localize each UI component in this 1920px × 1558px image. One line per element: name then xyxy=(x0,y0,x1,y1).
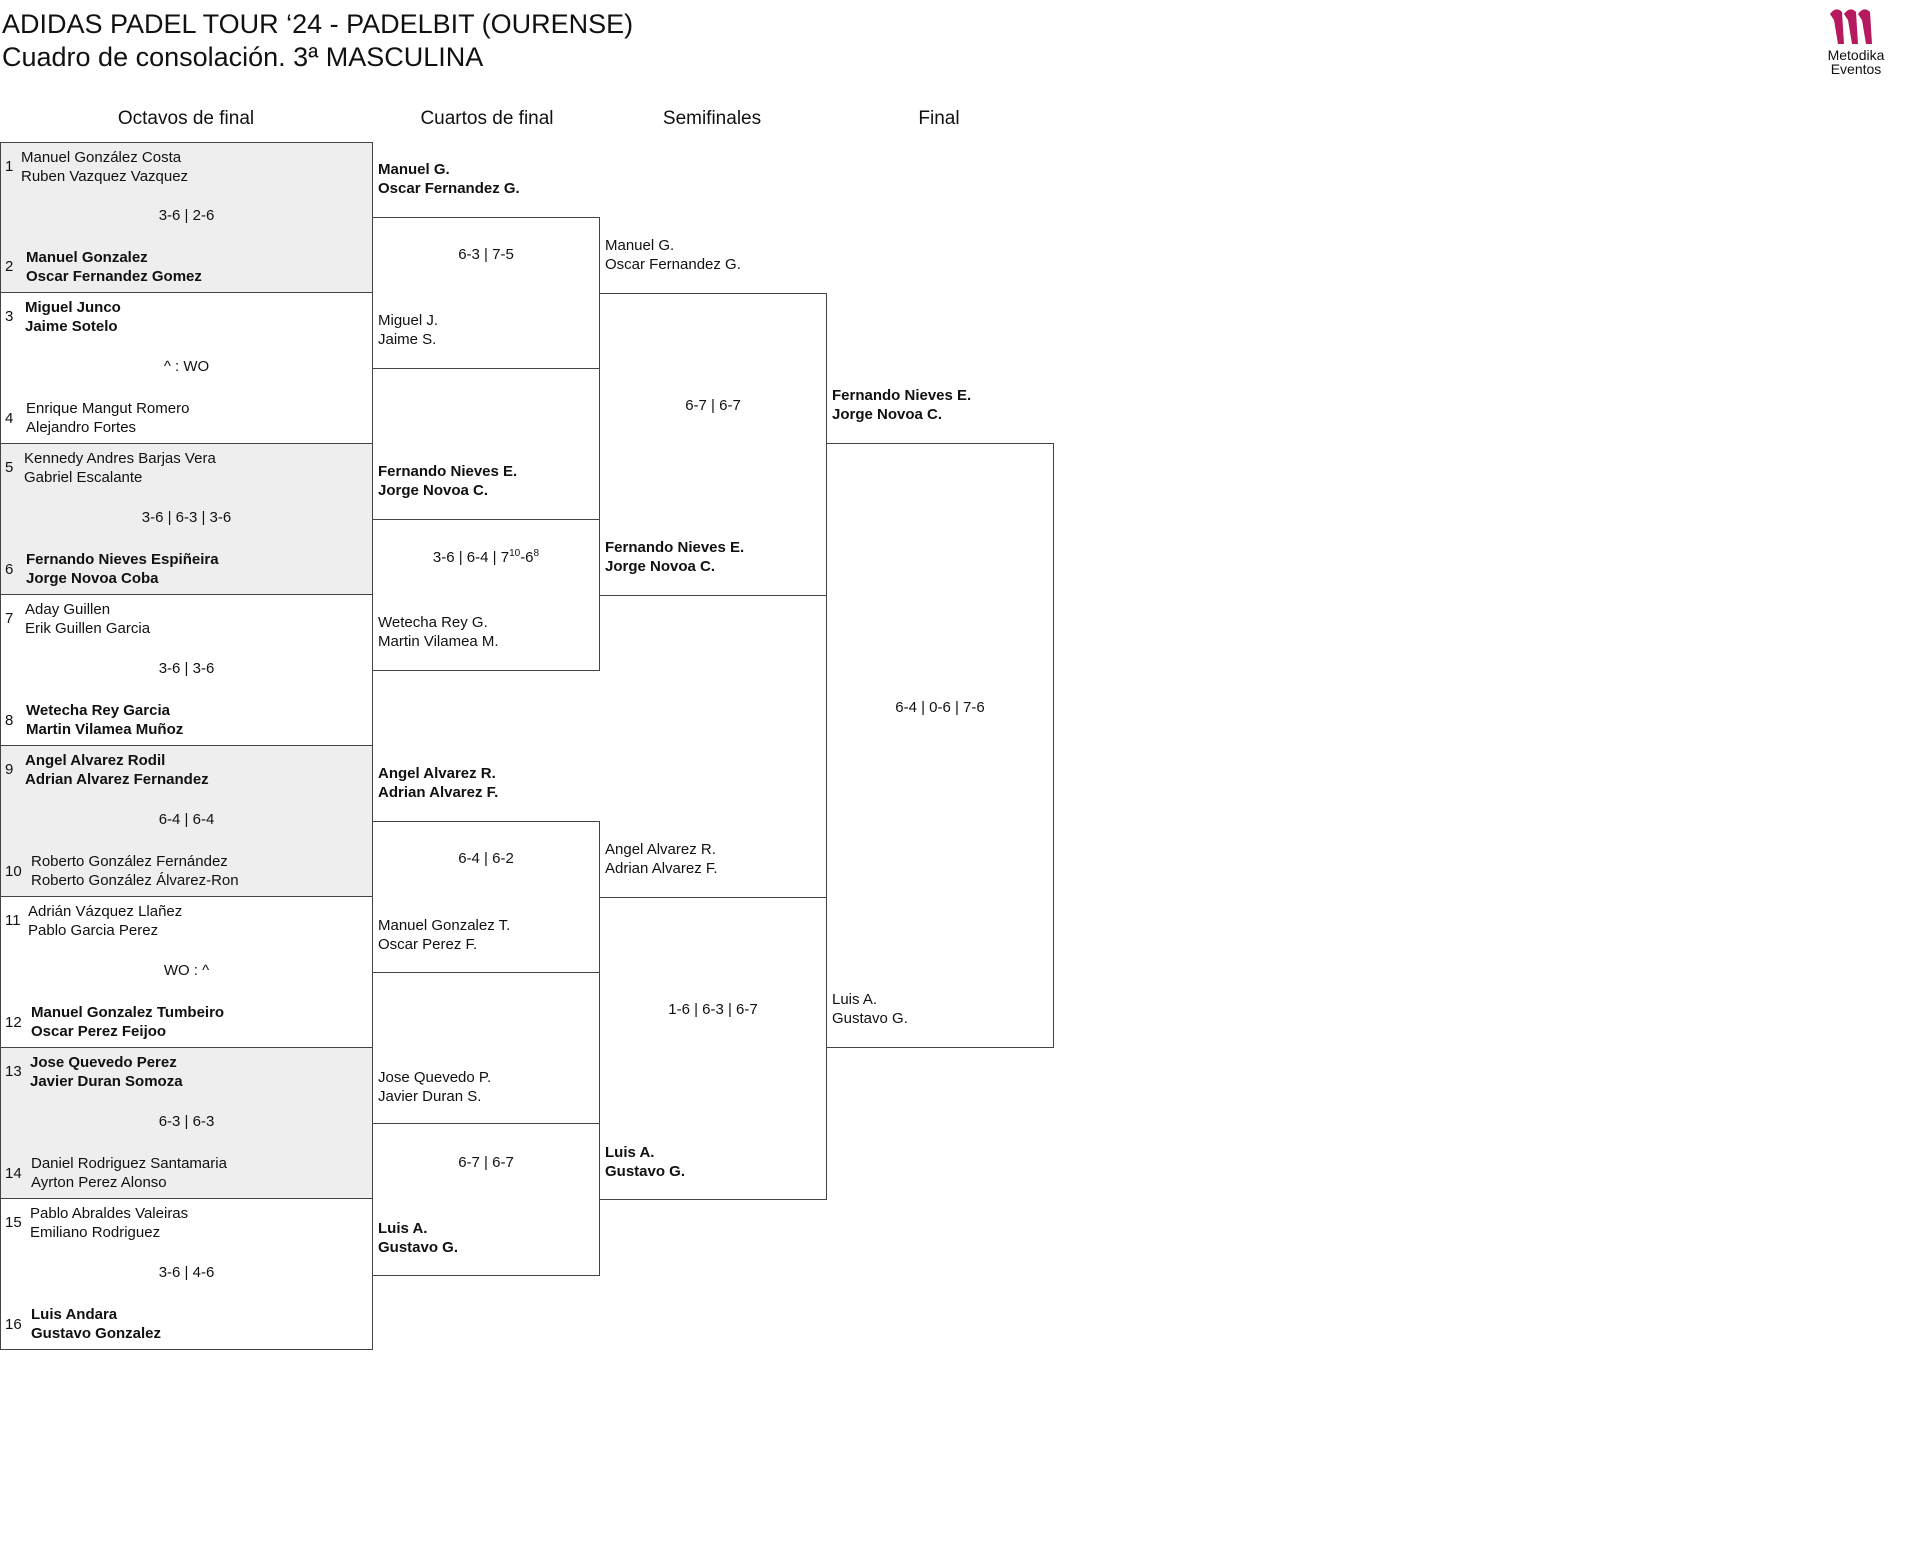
logo-text-2: Eventos xyxy=(1830,61,1882,77)
seed-number: 14 xyxy=(5,1165,22,1182)
match-score: 6-7 | 6-7 xyxy=(685,397,741,414)
pair-b-winner: Fernando Nieves E. Jorge Novoa C. xyxy=(605,539,745,575)
match-score: WO : ^ xyxy=(163,962,210,979)
pair-a: Aday Guillen Erik Guillen Garcia xyxy=(25,601,151,637)
pair-b-winner: Wetecha Rey Garcia Martin Vilamea Muñoz xyxy=(26,702,184,738)
match-box xyxy=(826,443,1054,1048)
seed-number: 6 xyxy=(5,561,14,578)
seed-number: 11 xyxy=(5,912,21,929)
pair-a-winner: Angel Alvarez R. Adrian Alvarez F. xyxy=(378,765,499,801)
pair-a: Kennedy Andres Barjas Vera Gabriel Escalante xyxy=(24,450,216,486)
pair-b: Wetecha Rey G. Martin Vilamea M. xyxy=(378,614,499,650)
round-header-r16: Octavos de final xyxy=(117,108,255,129)
pair-a: Manuel González Costa Ruben Vazquez Vazquez xyxy=(21,149,189,185)
draw-subtitle: Cuadro de consolación. 3ª MASCULINA xyxy=(2,42,484,72)
pair-a: Jose Quevedo P. Javier Duran S. xyxy=(378,1069,492,1105)
pair-b-winner: Luis A. Gustavo G. xyxy=(378,1220,459,1256)
match-score: 6-3 | 6-3 xyxy=(158,1113,215,1130)
page-title xyxy=(2,8,633,74)
seed-number: 10 xyxy=(5,863,22,880)
pair-a: Adrián Vázquez Llañez Pablo Garcia Perez xyxy=(28,903,183,939)
match-score: 3-6 | 2-6 xyxy=(158,207,215,224)
match-score: 6-4 | 6-2 xyxy=(458,850,514,867)
match-score: 3-6 | 3-6 xyxy=(158,660,215,677)
logo-text-1: Metodika xyxy=(1827,47,1885,63)
round-header-qf: Cuartos de final xyxy=(420,108,554,129)
match-score: 3-6 | 4-6 xyxy=(158,1264,215,1281)
seed-number: 4 xyxy=(5,410,14,427)
seed-number: 3 xyxy=(5,308,14,325)
pair-b: Luis A. Gustavo G. xyxy=(832,991,908,1027)
pair-b: Roberto González Fernández Roberto González Álvarez-Ron xyxy=(31,853,239,889)
pair-b-winner: Luis Andara Gustavo Gonzalez xyxy=(31,1306,162,1342)
logo-mark-icon xyxy=(1806,4,1906,78)
pair-a-winner: Angel Alvarez Rodil Adrian Alvarez Fernandez xyxy=(25,752,209,788)
seed-number: 15 xyxy=(5,1214,22,1231)
pair-a-winner: Miguel Junco Jaime Sotelo xyxy=(25,299,121,335)
pair-a-winner: Manuel G. Oscar Fernandez G. xyxy=(378,161,520,197)
pair-a: Angel Alvarez R. Adrian Alvarez F. xyxy=(605,841,718,877)
pair-a-winner: Fernando Nieves E. Jorge Novoa C. xyxy=(832,387,972,423)
match-score: 6-4 | 0-6 | 7-6 xyxy=(895,699,985,716)
round-header-final: Final xyxy=(918,108,960,129)
round-header-sf: Semifinales xyxy=(662,108,762,129)
pair-a-winner: Fernando Nieves E. Jorge Novoa C. xyxy=(378,463,518,499)
seed-number: 5 xyxy=(5,459,14,476)
pair-b-winner: Manuel Gonzalez Tumbeiro Oscar Perez Feijoo xyxy=(31,1004,225,1040)
seed-number: 16 xyxy=(5,1316,22,1333)
pair-a: Pablo Abraldes Valeiras Emiliano Rodriguez xyxy=(30,1205,189,1241)
pair-b-winner: Luis A. Gustavo G. xyxy=(605,1144,686,1180)
seed-number: 2 xyxy=(5,258,14,275)
pair-b: Daniel Rodriguez Santamaria Ayrton Perez Alonso xyxy=(31,1155,227,1191)
pair-b: Enrique Mangut Romero Alejandro Fortes xyxy=(26,400,190,436)
pair-b: Miguel J. Jaime S. xyxy=(378,312,439,348)
seed-number: 1 xyxy=(5,158,14,175)
metodika-logo xyxy=(1806,4,1906,78)
pair-a-winner: Jose Quevedo Perez Javier Duran Somoza xyxy=(30,1054,183,1090)
seed-number: 8 xyxy=(5,712,14,729)
seed-number: 9 xyxy=(5,761,14,778)
match-score: 6-7 | 6-7 xyxy=(458,1154,514,1171)
match-score: 6-4 | 6-4 xyxy=(158,811,215,828)
match-score: 1-6 | 6-3 | 6-7 xyxy=(668,1001,758,1018)
pair-b-winner: Manuel Gonzalez Oscar Fernandez Gomez xyxy=(26,249,202,285)
pair-b-winner: Fernando Nieves Espiñeira Jorge Novoa Coba xyxy=(26,551,219,587)
pair-a: Manuel G. Oscar Fernandez G. xyxy=(605,237,741,273)
match-score: ^ : WO xyxy=(163,358,210,375)
tournament-title: ADIDAS PADEL TOUR ‘24 - PADELBIT (OURENSE) xyxy=(2,9,634,39)
seed-number: 12 xyxy=(5,1014,22,1031)
match-score: 3-6 | 6-4 | $7^{10}-6^8$ xyxy=(432,548,540,566)
match-score: 3-6 | 6-3 | 3-6 xyxy=(141,509,232,526)
match-score: 6-3 | 7-5 xyxy=(458,246,514,263)
pair-b: Manuel Gonzalez T. Oscar Perez F. xyxy=(378,917,511,953)
seed-number: 7 xyxy=(5,610,14,627)
seed-number: 13 xyxy=(5,1063,22,1080)
